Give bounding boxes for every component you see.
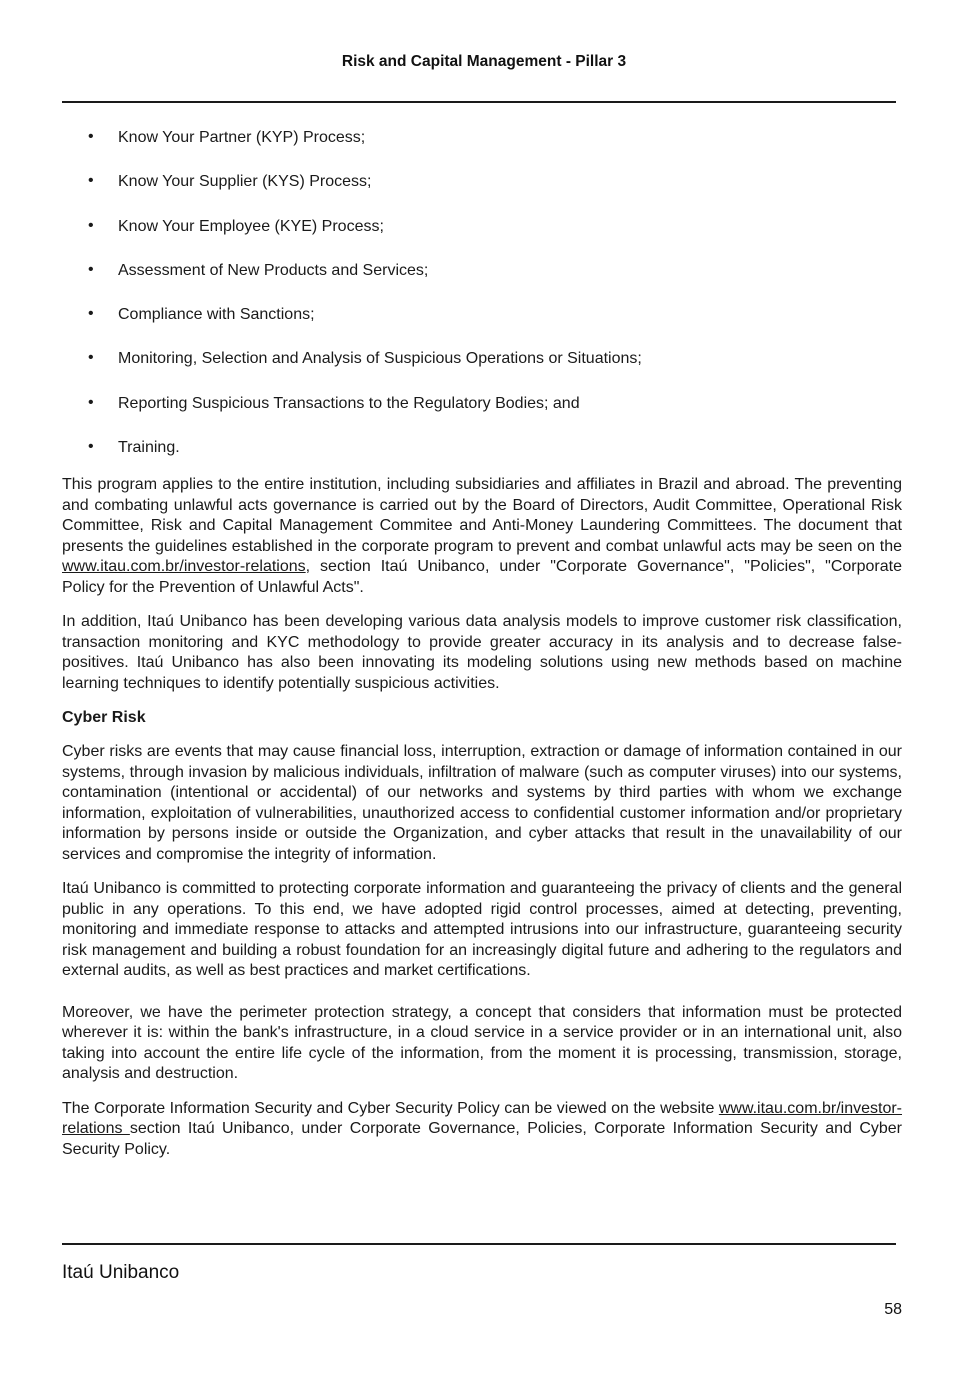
cyber-risk-heading: Cyber Risk [62,708,146,726]
bullet-marker: • [88,260,94,278]
bullet-text: Monitoring, Selection and Analysis of Suspicious Operations or Situations; [118,350,642,368]
bullet-marker: • [88,393,94,411]
bullet-text: Training. [118,439,180,457]
bullet-item [62,304,902,348]
bullet-marker: • [88,305,94,323]
bullet-text: Know Your Partner (KYP) Process; [118,129,366,146]
security-policy-text: The Corporate Information Security and Cyber Security Policy can be viewed on the website [62,1099,719,1117]
cyber-risk-definition-paragraph: Cyber risks are events that may cause financial loss, interruption, extraction or damage of information contained in our systems, through invasion by malicious individuals, infiltration of malware (such as computer viruses) into our systems, contamination (intentional or accidental) of our networks and systems by third parties with whom we exchange information, exploitation of vulnerabilities, unauthorized access to confidential customer information and/or proprietary information by persons inside or outside the Organization, and cyber attacks that result in the unavailability of our services and compromise the integrity of information. [62,743,902,863]
bullet-item [62,348,902,392]
bullet-text: Reporting Suspicious Transactions to the Regulatory Bodies; and [118,394,580,412]
bullet-item [62,171,902,215]
bullet-item [62,216,902,260]
page-number: 58 [884,1301,902,1318]
body-text [62,475,902,1174]
security-policy-tail: section Itaú Unibanco, under Corporate Governance, Policies, Corporate Information Security and Cyber Security Policy. [62,1120,903,1158]
investor-relations-link-2[interactable]: www.itau.com.br/investor-relations [62,1099,902,1138]
bullet-marker: • [88,216,94,234]
bullet-marker: • [88,349,94,367]
cyber-commitment-paragraph: Itaú Unibanco is committed to protecting corporate information and guaranteeing the privacy of clients and the general public in any operations. To this end, we have adopted rigid control processes, aimed at detecting, preventing, monitoring and immediate response to attacks and attempted intrusions into our infrastructure, guaranteeing security risk management and building a robust foundation for an increasingly digital future and adhering to the regulators and external audits, as well as best practices and market certifications. [62,880,902,980]
footer-brand: Itaú Unibanco [62,1262,180,1283]
bullet-text: Know Your Employee (KYE) Process; [118,217,384,235]
investor-relations-link[interactable]: www.itau.com.br/investor-relations [62,558,306,576]
bullet-text: Know Your Supplier (KYS) Process; [118,173,372,191]
bullet-text: Compliance with Sanctions; [118,306,315,324]
program-paragraph-tail: , section Itaú Unibanco, under "Corporate Governance", "Policies", "Corporate Policy for the Prevention of Unlawful Acts". [62,558,902,596]
bullet-item [62,260,902,304]
bullet-list [62,127,902,481]
bullet-item [62,127,902,171]
bullet-marker: • [88,172,94,190]
bullet-text: Assessment of New Products and Services; [118,261,429,279]
data-analysis-paragraph: In addition, Itaú Unibanco has been developing various data analysis models to improve customer risk classification, transaction monitoring and KYC methodology to provide greater accuracy in its analysis and to decrease false-positives. Itaú Unibanco has also been innovating its modeling solutions using new methods based on machine learning techniques to identify potentially suspicious activities. [62,613,902,692]
bullet-marker: • [88,438,94,456]
header-divider [62,101,896,103]
footer-divider [62,1243,896,1245]
page-header-title: Risk and Capital Management - Pillar 3 [341,53,627,70]
program-paragraph [62,475,902,599]
security-policy-paragraph [62,1099,902,1161]
bullet-item [62,393,902,437]
program-paragraph-text: This program applies to the entire institution, including subsidiaries and affiliates in Brazil and abroad. The preventing and combating unlawful acts governance is carried out by the Board of Directors, Audit Committee, Operational Risk Committee, Risk and Capital Management Commitee and Anti-Money Laundering Committees. The document that presents the guidelines established in the corporate program to prevent and combat unlawful acts may be seen on the [62,476,902,555]
bullet-marker: • [88,128,94,145]
perimeter-protection-paragraph: Moreover, we have the perimeter protection strategy, a concept that considers that information must be protected wherever it is: within the bank's infrastructure, in a cloud service in a service provider or in an international unit, also taking into account the entire life cycle of the information, from the moment it is processing, transmission, storage, analysis and destruction. [62,1003,902,1083]
